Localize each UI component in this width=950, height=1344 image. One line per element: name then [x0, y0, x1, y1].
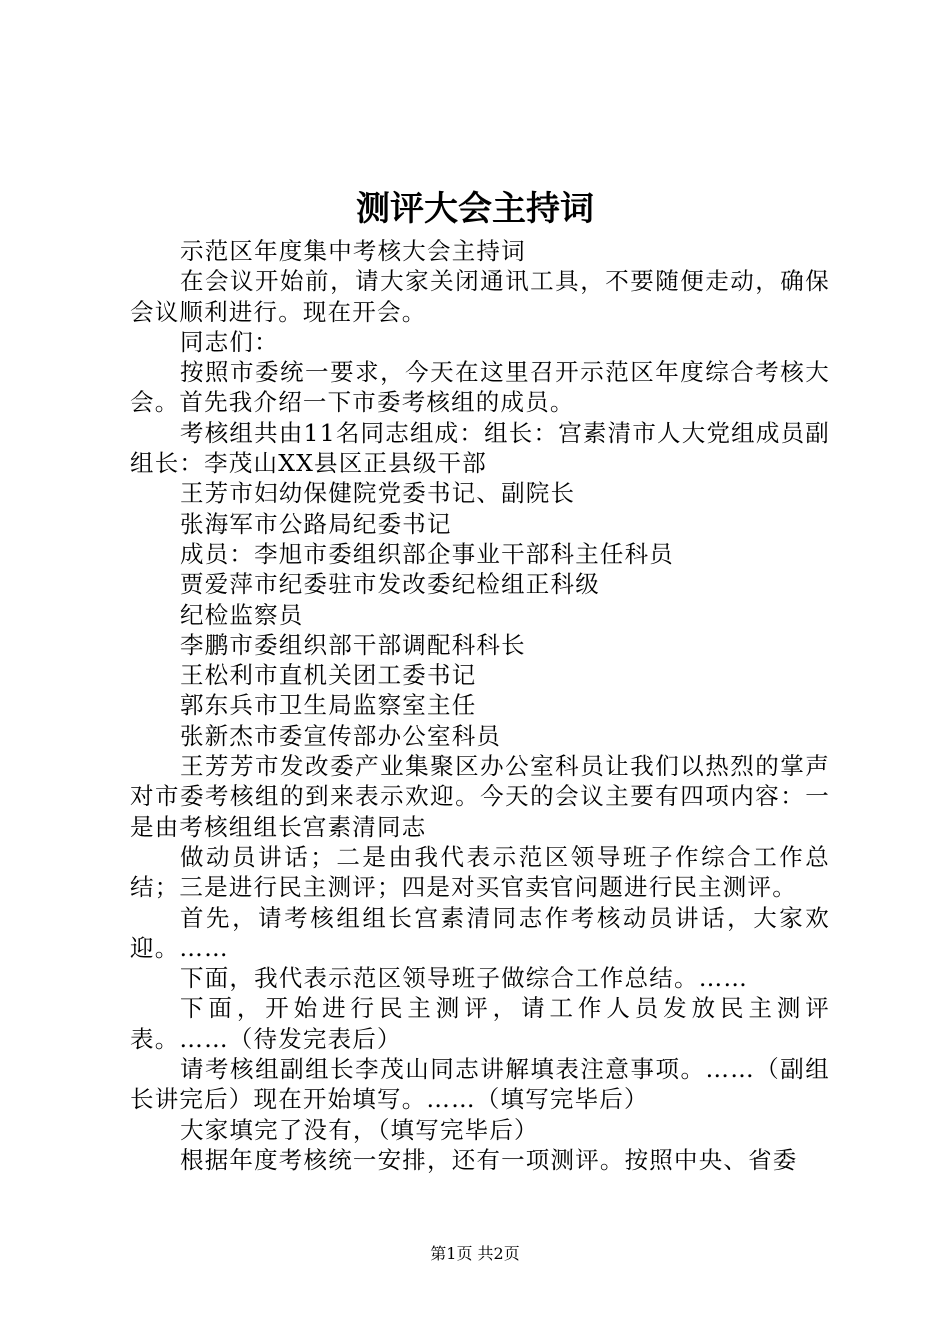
paragraph: 在会议开始前，请大家关闭通讯工具，不要随便走动，确保会议顺利进行。现在开会。 [130, 267, 830, 326]
paragraph: 考核组共由11名同志组成：组长：宫素清市人大党组成员副组长：李茂山XX县区正县级干部 [130, 418, 830, 478]
paragraph: 成员：李旭市委组织部企事业干部科主任科员 [180, 539, 674, 568]
paragraph: 同志们： [180, 327, 279, 356]
paragraph: 示范区年度集中考核大会主持词 [180, 237, 526, 265]
paragraph: 纪检监察员 [180, 600, 304, 629]
document-body [130, 236, 830, 1175]
paragraph: 下面，我代表示范区领导班子做综合工作总结。…… [180, 964, 749, 993]
page-footer: 第1页 共2页 [430, 1244, 520, 1263]
paragraph: 郭东兵市卫生局监察室主任 [180, 691, 477, 720]
paragraph: 下面，开始进行民主测评，请工作人员发放民主测评表。……（待发完表后） [130, 994, 830, 1053]
paragraph: 首先，请考核组组长宫素清同志作考核动员讲话，大家欢迎。…… [130, 903, 830, 962]
paragraph: 贾爱萍市纪委驻市发改委纪检组正科级 [180, 570, 600, 599]
paragraph: 王松利市直机关团工委书记 [180, 661, 477, 690]
paragraph: 王芳芳市发改委产业集聚区办公室科员让我们以热烈的掌声对市委考核组的到来表示欢迎。今天的会议主要有四项内容：一是由考核组组长宫素清同志 [130, 752, 830, 841]
paragraph: 根据年度考核统一安排，还有一项测评。按照中央、省委 [180, 1145, 798, 1174]
paragraph: 按照市委统一要求，今天在这里召开示范区年度综合考核大会。首先我介绍一下市委考核组的成员。 [130, 358, 830, 417]
document-title: 测评大会主持词 [356, 189, 594, 229]
paragraph: 大家填完了没有，（填写完毕后） [180, 1115, 539, 1144]
paragraph: 张新杰市委宣传部办公室科员 [180, 721, 502, 750]
paragraph: 张海军市公路局纪委书记 [180, 509, 452, 538]
paragraph: 做动员讲话；二是由我代表示范区领导班子作综合工作总结；三是进行民主测评；四是对买官卖官问题进行民主测评。 [130, 842, 830, 902]
paragraph: 李鹏市委组织部干部调配科科长 [180, 630, 526, 659]
paragraph: 王芳市妇幼保健院党委书记、副院长 [180, 479, 576, 508]
paragraph: 请考核组副组长李茂山同志讲解填表注意事项。……（副组长讲完后）现在开始填写。……（填写完毕后） [130, 1055, 830, 1114]
